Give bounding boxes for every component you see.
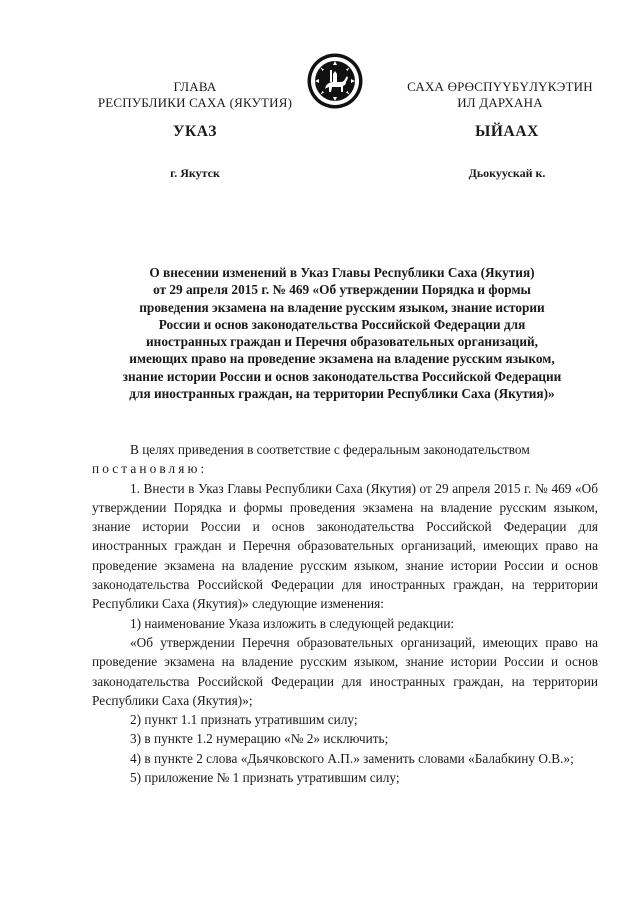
title-line: для иностранных граждан, на территории Республики Саха (Якутия)» xyxy=(129,386,555,402)
header-right-line2: ИЛ ДАРХАНА xyxy=(457,95,543,110)
header-left-line1: ГЛАВА xyxy=(173,79,217,94)
subitem-5: 5) приложение № 1 признать утратившим силу; xyxy=(130,770,400,786)
title-line: имеющих право на проведение экзамена на владение русским языком, xyxy=(129,351,555,367)
doc-type-right: ЫЙААХ xyxy=(475,123,539,140)
subitem-1: 1) наименование Указа изложить в следующей редакции: xyxy=(130,615,455,631)
title-line: знание истории России и основ законодательства Российской Федерации xyxy=(122,368,562,384)
subitem-4: 4) в пункте 2 слова «Дьячковского А.П.» заменить словами «Балабкину О.В.»; xyxy=(130,750,574,766)
header-left-line2: РЕСПУБЛИКИ САХА (ЯКУТИЯ) xyxy=(97,95,293,110)
decree-title xyxy=(82,264,602,402)
header-right xyxy=(382,79,618,111)
title-line: России и основ законодательства Российской Федерации для xyxy=(158,316,526,332)
city-right: Дьокуускай к. xyxy=(468,166,546,180)
subitem-2: 2) пункт 1.1 признать утратившим силу; xyxy=(130,712,358,728)
doc-type-left: УКАЗ xyxy=(172,123,217,140)
title-line: О внесении изменений в Указ Главы Республики Саха (Якутия) xyxy=(149,265,535,280)
quoted-title: «Об утверждении Перечня образовательных организаций, имеющих право на проведение экзамена на владение русским языком, знание истории России и основ законодательства Российской Федерации для иностранных граждан, на территории Республики Саха (Якутия)»; xyxy=(92,634,598,708)
title-line: иностранных граждан и Перечня образовательных организаций, xyxy=(146,334,538,350)
subitem-3: 3) в пункте 1.2 нумерацию «№ 2» исключить; xyxy=(130,731,389,747)
header-right-line1: САХА ӨРӨСПҮҮБҮЛҮКЭТИН xyxy=(407,79,593,94)
decree-word: постановляю: xyxy=(92,461,208,477)
decree-body xyxy=(92,440,598,787)
item-1-paragraph: 1. Внести в Указ Главы Республики Саха (Якутия) от 29 апреля 2015 г. № 469 «Об утверждении Порядка и формы проведения экзамена на владение русским языком, знание истории России и основ законодательства Российской Федерации для иностранных граждан и Перечня образовательных организаций, имеющих право на проведение экзамена на владение русским языком, знание истории России и основ законодательства Российской Федерации для иностранных граждан, на территории Республики Саха (Якутия)» следующие изменения: xyxy=(92,480,598,612)
city-left: г. Якутск xyxy=(170,166,220,180)
intro-paragraph: В целях приведения в соответствие с федеральным законодательством xyxy=(130,442,530,457)
title-line: проведения экзамена на владение русским языком, знание истории xyxy=(139,299,545,315)
title-line: от 29 апреля 2015 г. № 469 «Об утверждении Порядка и формы xyxy=(153,282,531,298)
header-left xyxy=(82,79,308,111)
sakha-coat-of-arms-icon xyxy=(306,52,364,110)
